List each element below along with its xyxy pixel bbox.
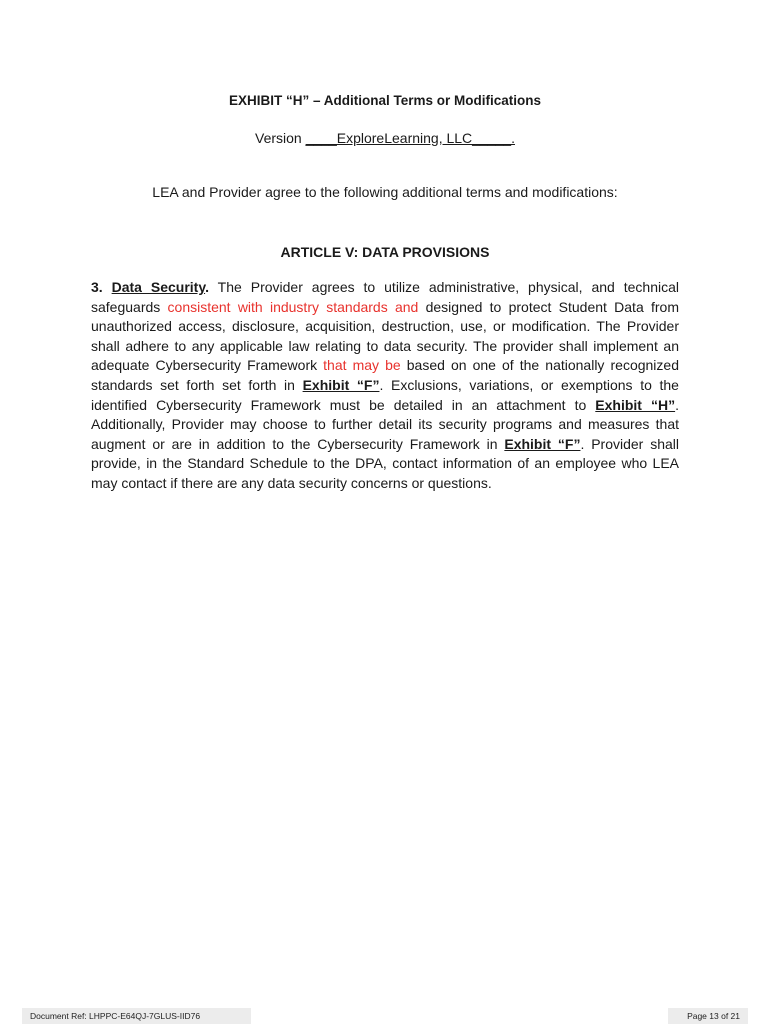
version-label: Version — [255, 130, 306, 146]
section-number: 3. — [91, 279, 112, 295]
exhibit-f-reference: Exhibit “F” — [504, 435, 581, 452]
version-value: ____ExploreLearning, LLC_____. — [305, 130, 515, 146]
section-text: designed to protect Student Data from unauthorized access, disclosure, acquisition, destruction, use, or modification. The Provider shall adhere to any applicable law relating to data security. The provider shall implement an adequate Cybersecurity Framework — [91, 298, 679, 374]
document-ref-footer: Document Ref: LHPPC-E64QJ-7GLUS-IID76 — [22, 1008, 251, 1024]
section-heading: Data Security — [111, 279, 206, 295]
exhibit-f-reference: Exhibit “F” — [302, 376, 380, 393]
exhibit-h-reference: Exhibit “H” — [595, 396, 676, 413]
section-text: . Provider shall provide, in the Standard Schedule to the DPA, contact information of an employee who LEA may contact if there are any data security concerns or questions. — [91, 435, 679, 491]
article-heading: ARTICLE V: DATA PROVISIONS — [280, 244, 490, 260]
inserted-text: that may be — [323, 357, 407, 374]
page-number-footer: Page 13 of 21 — [668, 1008, 748, 1024]
section-data-security — [91, 278, 679, 494]
inserted-text: consistent with industry standards and — [167, 298, 426, 315]
section-text: . Exclusions, variations, or exemptions to the identified Cybersecurity Framework must be detailed in an attachment to — [91, 376, 679, 413]
section-text: based on one of the nationally recognized standards set forth set forth in — [91, 357, 679, 393]
section-text: . Additionally, Provider may choose to further detail its security programs and measures that augment or are in addition to the Cybersecurity Framework in — [91, 396, 679, 452]
version-line — [0, 130, 770, 146]
exhibit-title: EXHIBIT “H” – Additional Terms or Modifications — [228, 93, 542, 108]
section-heading-period: . — [205, 279, 209, 295]
intro-text: LEA and Provider agree to the following additional terms and modifications: — [152, 184, 618, 200]
section-text: The Provider agrees to utilize administrative, physical, and technical safeguards — [91, 279, 679, 315]
